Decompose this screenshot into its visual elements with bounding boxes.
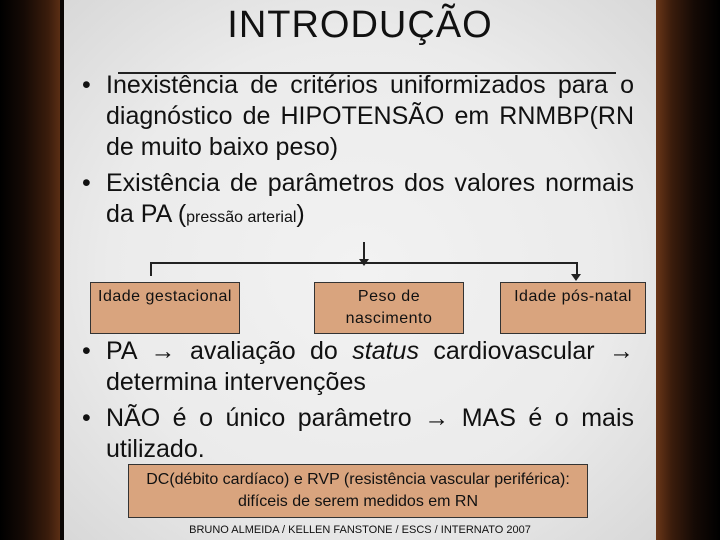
bullet-marker: •	[82, 169, 91, 197]
box-postnatal-age: Idade pós-natal	[500, 282, 646, 334]
slide	[64, 0, 656, 540]
slide-title: INTRODUÇÃO	[227, 4, 493, 46]
left-frame-edge	[0, 0, 60, 540]
bullet-text-small: pressão arterial	[186, 209, 297, 226]
bullet-list-top	[78, 70, 634, 238]
note-box: DC(débito cardíaco) e RVP (resistência vascular periférica): difíceis de serem medidos em RN	[128, 464, 588, 518]
bullet-text-close: )	[296, 200, 305, 228]
bullet-item	[78, 403, 634, 465]
arrow-down-icon	[359, 259, 369, 266]
bullet-list-bottom	[78, 336, 634, 470]
bullet-text: PA → avaliação do	[106, 337, 353, 365]
bullet-marker: •	[82, 404, 91, 432]
bullet-text-italic: status	[352, 337, 419, 365]
box-birth-weight: Peso de nascimento	[314, 282, 464, 334]
tree-branch-left	[150, 262, 152, 276]
bullet-marker: •	[82, 71, 91, 99]
arrow-down-icon	[571, 274, 581, 281]
bullet-item	[78, 168, 634, 233]
footer-credits: BRUNO ALMEIDA / KELLEN FANSTONE / ESCS / INTERNATO 2007	[189, 524, 531, 536]
bullet-text: Inexistência de critérios uniformizados para o diagnóstico de HIPOTENSÃO em RNMBP(RN de muito baixo peso)	[106, 71, 634, 161]
bullet-item	[78, 336, 634, 398]
right-frame-edge	[656, 0, 720, 540]
bullet-item	[78, 70, 634, 163]
bullet-text: NÃO é o único parâmetro → MAS é o mais utilizado.	[106, 404, 634, 463]
box-gestational-age: Idade gestacional	[90, 282, 240, 334]
bullet-marker: •	[82, 337, 91, 365]
bullet-text: cardiovascular → determina intervenções	[106, 337, 634, 396]
bullet-text: Existência de parâmetros dos valores normais da PA (	[106, 169, 634, 228]
